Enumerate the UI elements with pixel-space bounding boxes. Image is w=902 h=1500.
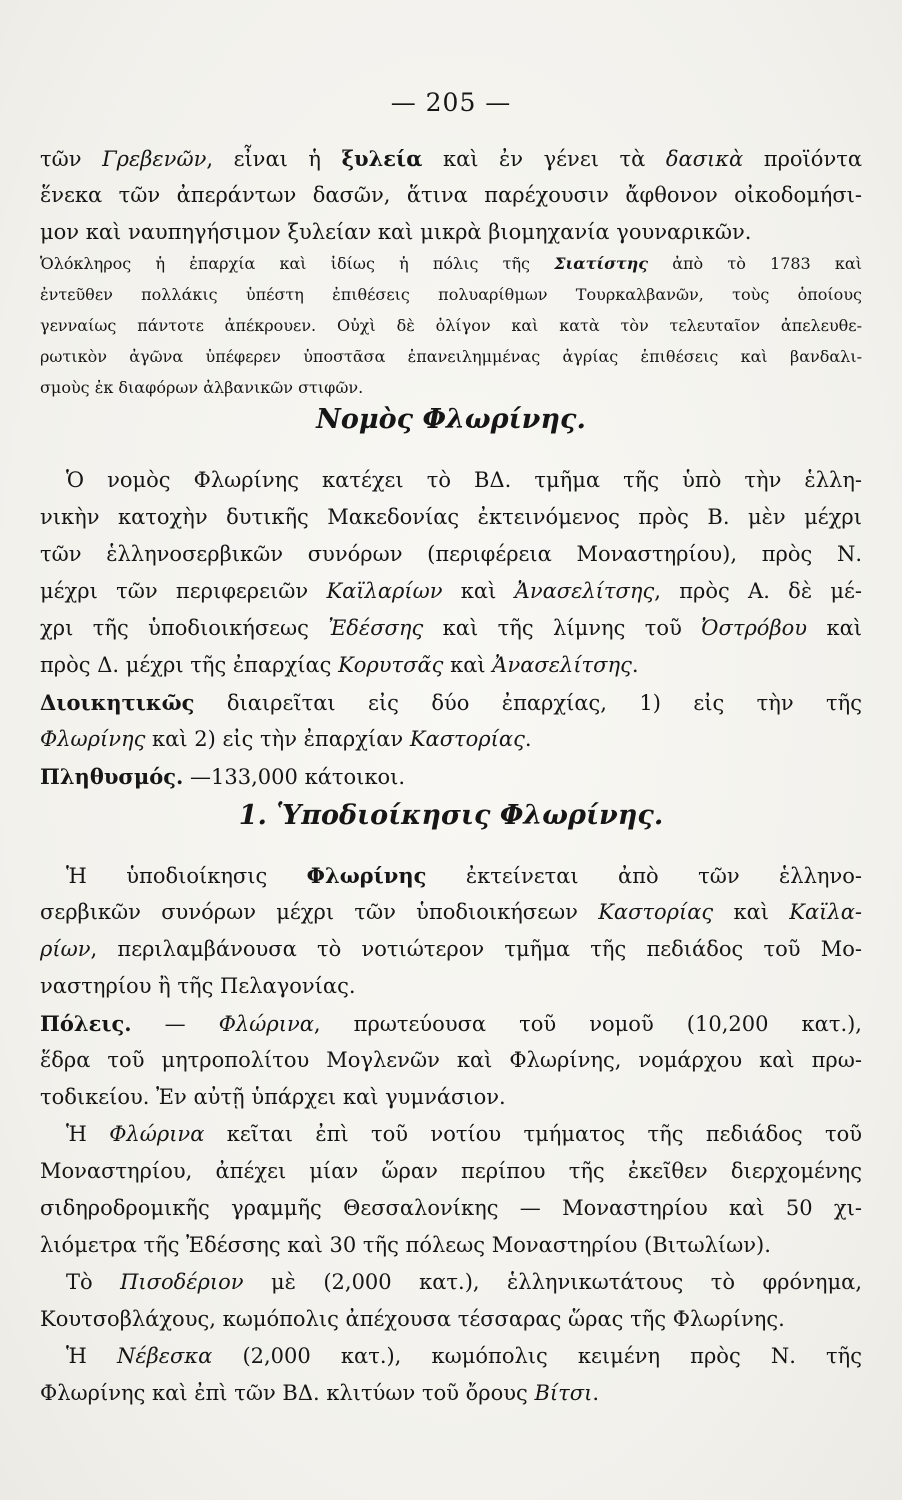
text-run: πρὸς Δ. μέχρι τῆς ἐπαρχίας — [40, 653, 339, 677]
text-run: Τὸ — [66, 1270, 121, 1294]
text-line — [40, 758, 862, 795]
text-run: Καστορίας — [598, 900, 714, 924]
text-run: . — [592, 1381, 600, 1405]
text-run: σιδηροδρομικῆς γραμμῆς Θεσσαλονίκης — Μοναστηρίου καὶ 50 χι- — [40, 1196, 862, 1220]
text-run: μέχρι τῶν περιφερειῶν — [40, 579, 327, 603]
text-run: Βίτσι — [534, 1381, 593, 1405]
text-run: καὶ τῆς λίμνης τοῦ — [423, 616, 702, 640]
text-line — [40, 1079, 862, 1116]
text-line — [40, 462, 862, 499]
text-run: Φλωρίνης — [306, 863, 427, 888]
text-line — [40, 214, 862, 251]
text-run: ξυλεία — [341, 146, 423, 171]
paragraph-timber — [40, 140, 862, 251]
text-run: ἀπὸ τὸ 1783 καὶ — [648, 254, 862, 273]
text-run: ἐκτείνεται ἀπὸ τῶν ἑλληνο- — [426, 864, 862, 888]
text-run: (2,000 κατ.), κωμόπολις κειμένη πρὸς Ν. τῆς — [212, 1344, 862, 1368]
text-run: —133,000 κάτοικοι. — [183, 765, 406, 789]
text-run: Μοναστηρίου, ἀπέχει μίαν ὥραν περίπου τῆς ἐκεῖθεν διερχομένης — [40, 1159, 862, 1183]
text-line — [40, 1375, 862, 1412]
text-run: Φλωρίνης καὶ ἐπὶ τῶν ΒΔ. κλιτύων τοῦ ὄρους — [40, 1381, 535, 1405]
text-run: τοδικείου. Ἐν αὐτῇ ὑπάρχει καὶ γυμνάσιον. — [40, 1085, 506, 1109]
text-run: καὶ — [442, 579, 515, 603]
text-line — [40, 310, 862, 341]
text-run: σερβικῶν συνόρων μέχρι τῶν ὑποδιοικήσεων — [40, 900, 599, 924]
page-number: — 205 — — [390, 88, 512, 117]
text-line — [40, 1005, 862, 1042]
text-line — [40, 968, 862, 1005]
text-line — [40, 248, 862, 279]
text-line — [40, 372, 862, 403]
text-line — [40, 1227, 862, 1264]
text-run: Καστορίας — [409, 727, 525, 751]
text-run: , πρωτεύουσα τοῦ νομοῦ (10,200 κατ.), — [313, 1012, 862, 1036]
text-run: λιόμετρα τῆς Ἐδέσσης καὶ 30 τῆς πόλεως Μοναστηρίου (Βιτωλίων). — [40, 1233, 771, 1257]
text-run: χρι τῆς ὑποδιοικήσεως — [40, 616, 329, 640]
text-run: Καϊλαρίων — [326, 579, 443, 603]
text-line — [40, 721, 862, 758]
text-run: Ὁ νομὸς Φλωρίνης κατέχει τὸ ΒΔ. τμῆμα τῆς ὑπὸ τὴν ἑλλη- — [66, 468, 862, 492]
text-run: καὶ — [807, 616, 862, 640]
text-run: Διοικητικῶς — [40, 690, 195, 715]
text-run: ρωτικὸν ἀγῶνα ὑπέφερεν ὑποστᾶσα ἐπανειλημμένας ἀγρίας ἐπιθέσεις καὶ βανδαλι- — [40, 347, 862, 366]
text-line — [40, 1264, 862, 1301]
text-run: Πισοδέριον — [120, 1270, 244, 1294]
section-heading-florina-prefecture: Νομὸς Φλωρίνης. — [316, 404, 586, 435]
text-line — [40, 610, 862, 647]
text-run: , εἶναι ἡ — [206, 147, 342, 171]
text-run: μον καὶ ναυπηγήσιμον ξυλείαν καὶ μικρὰ βιομηχανία γουναρικῶν. — [40, 220, 752, 244]
text-run: καὶ 2) εἰς τὴν ἐπαρχίαν — [145, 727, 410, 751]
text-run: Νέβεσκα — [116, 1344, 213, 1368]
text-run: Ἀνασελίτσης — [492, 653, 632, 677]
text-run: Φλώρινα — [109, 1122, 205, 1146]
text-run: Κουτσοβλάχους, κωμόπολις ἀπέχουσα τέσσαρας ὥρας τῆς Φλωρίνης. — [40, 1307, 785, 1331]
text-run: Φλώρινα — [218, 1012, 314, 1036]
text-line — [40, 1042, 862, 1079]
text-line — [40, 536, 862, 573]
text-run: — — [131, 1012, 219, 1036]
text-run: δασικὰ — [665, 147, 744, 171]
text-run: ρίων — [40, 937, 91, 961]
text-run: μὲ (2,000 κατ.), ἑλληνικωτάτους τὸ φρόνημα, — [243, 1270, 862, 1294]
text-run: ἕνεκα τῶν ἀπεράντων δασῶν, ἅτινα παρέχουσιν ἄφθονον οἰκοδομήσι- — [40, 183, 862, 207]
text-run: Ἡ ὑποδιοίκησις — [66, 864, 307, 888]
text-run: Ὁλόκληρος ἡ ἐπαρχία καὶ ἰδίως ἡ πόλις τῆς — [40, 254, 555, 273]
text-line — [40, 1338, 862, 1375]
text-line — [40, 341, 862, 372]
text-line — [40, 1301, 862, 1338]
text-line — [40, 894, 862, 931]
text-line — [40, 140, 862, 177]
text-run: , περιλαμβάνουσα τὸ νοτιώτερον τμῆμα τῆς πεδιάδος τοῦ Μο- — [90, 937, 862, 961]
text-run: Ἡ — [66, 1344, 117, 1368]
section-heading-florina-subprefecture: 1. Ὑποδιοίκησις Φλωρίνης. — [238, 800, 664, 831]
text-line — [40, 1153, 862, 1190]
text-run: νικὴν κατοχὴν δυτικῆς Μακεδονίας ἐκτεινόμενος πρὸς Β. μὲν μέχρι — [40, 505, 862, 529]
text-run: διαιρεῖται εἰς δύο ἐπαρχίας, 1) εἰς τὴν τῆς — [194, 691, 862, 715]
text-line — [40, 647, 862, 684]
text-run: ναστηρίου ἢ τῆς Πελαγονίας. — [40, 974, 356, 998]
text-run: γενναίως πάντοτε ἀπέκρουεν. Οὐχὶ δὲ ὀλίγον καὶ κατὰ τὸν τελευταῖον ἀπελευθε- — [40, 316, 862, 335]
text-run: . — [524, 727, 532, 751]
text-line — [40, 177, 862, 214]
text-run: κεῖται ἐπὶ τοῦ νοτίου τμήματος τῆς πεδιάδος τοῦ — [204, 1122, 862, 1146]
text-run: Πόλεις. — [40, 1011, 132, 1036]
text-run: Κορυτσᾶς — [338, 653, 444, 677]
text-run: ἕδρα τοῦ μητροπολίτου Μογλενῶν καὶ Φλωρίνης, νομάρχου καὶ πρω- — [40, 1048, 862, 1072]
text-run: καὶ — [443, 653, 493, 677]
paragraph-siatista — [40, 248, 862, 403]
text-run: καὶ ἐν γένει τὰ — [422, 147, 666, 171]
text-run: . — [631, 653, 639, 677]
paragraph-florina-prefecture — [40, 462, 862, 795]
text-line — [40, 1116, 862, 1153]
text-run: τῶν — [40, 147, 103, 171]
text-run: Ὀστρόβου — [701, 616, 807, 640]
text-line — [40, 573, 862, 610]
text-run: καὶ — [713, 900, 790, 924]
text-run: τῶν ἑλληνοσερβικῶν συνόρων (περιφέρεια Μοναστηρίου), πρὸς Ν. — [40, 542, 862, 566]
text-run: Καϊλα- — [789, 900, 862, 924]
text-run: Πληθυσμός. — [40, 764, 184, 789]
text-line — [40, 684, 862, 721]
text-run: Γρεβενῶν — [102, 147, 207, 171]
text-run: Σιατίστης — [554, 254, 649, 273]
text-line — [40, 857, 862, 894]
text-line — [40, 279, 862, 310]
text-run: , πρὸς Α. δὲ μέ- — [654, 579, 862, 603]
text-line — [40, 1190, 862, 1227]
text-run: Ἐδέσσης — [328, 616, 424, 640]
text-line — [40, 499, 862, 536]
text-run: Φλωρίνης — [40, 727, 146, 751]
text-run: Ἀνασελίτσης — [514, 579, 655, 603]
text-run: προϊόντα — [743, 147, 862, 171]
text-run: σμοὺς ἐκ διαφόρων ἀλβανικῶν στιφῶν. — [40, 378, 364, 397]
text-run: ἐντεῦθεν πολλάκις ὑπέστη ἐπιθέσεις πολυαρίθμων Τουρκαλβανῶν, τοὺς ὁποίους — [40, 285, 862, 304]
text-run: Ἡ — [66, 1122, 110, 1146]
paragraph-florina-subprefecture — [40, 857, 862, 1412]
text-line — [40, 931, 862, 968]
